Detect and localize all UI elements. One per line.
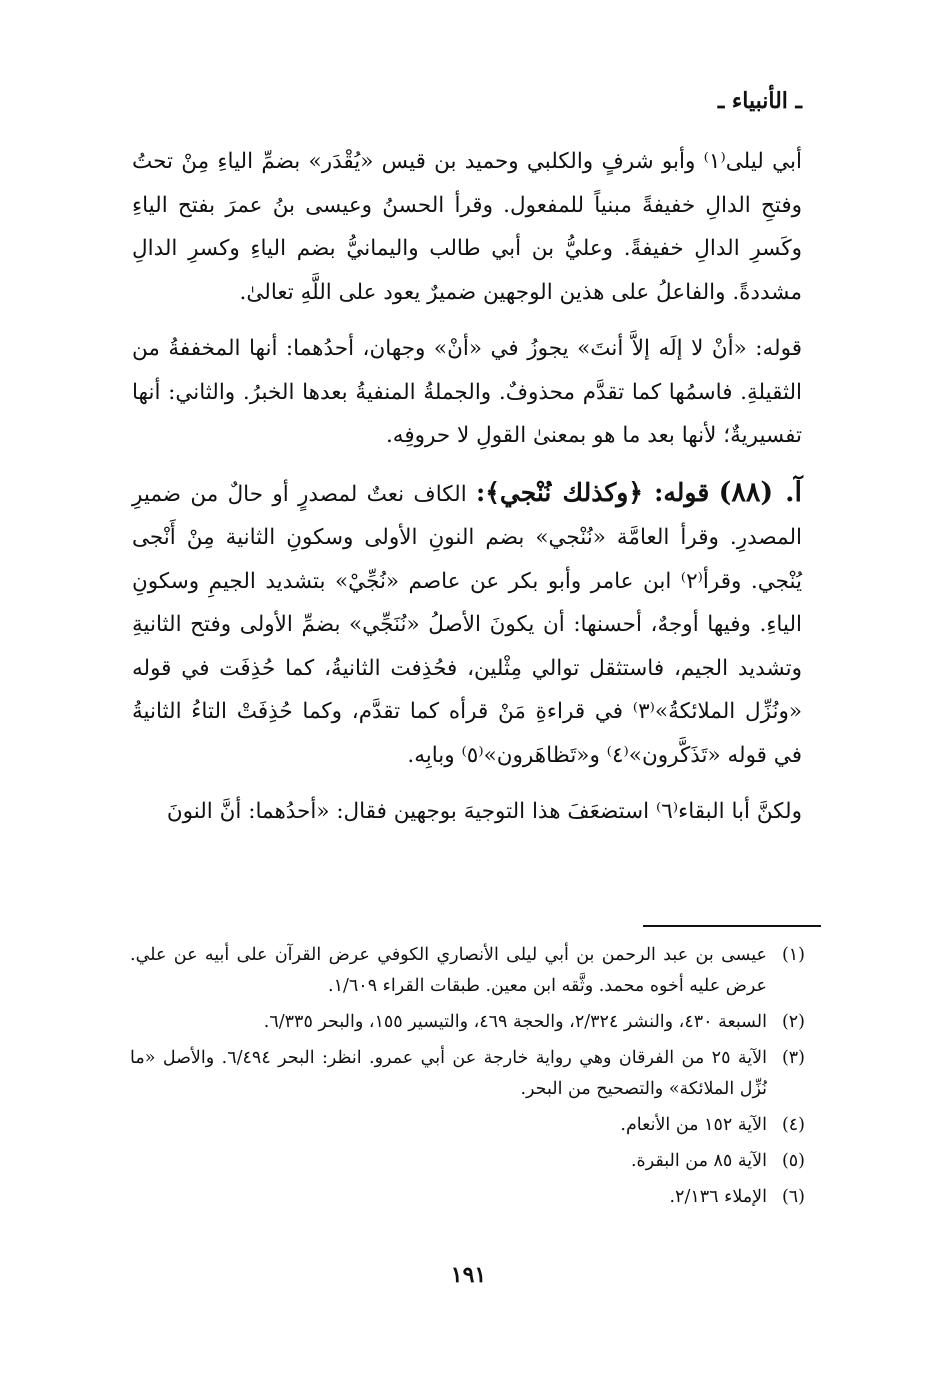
section-text: الكاف نعتٌ لمصدرٍ أو حالٌ من ضميرِ المصدرِ. وقرأ العامَّة «نُنْجي» بضم النونِ الأولى وسكونِ الثانية مِنْ أَنْجى يُنْجي. وقرأ⁽٢⁾ ابن عامر وأبو بكر عن عاصم «نُجِّيْ» بتشديد الجيمِ وسكونِ الياءِ. وفيها أوجهٌ، أحسنها: أن يكونَ الأصلُ «نُنَجِّي» بضمِّ الأولى وفتح الثانيةِ وتشديد الجيم، فاستثقل توالي مِثْلين، فحُذِفت الثانيةُ، كما حُذِفَت في قوله «ونُزِّل الملائكةُ»⁽٣⁾ في قراءةِ مَنْ قرأه كما تقدَّم، وكما حُذِفَتْ التاءُ الثانيةُ في قوله «تَذَكَّرون»⁽٤⁾ و«تَظاهَرون»⁽٥⁾ وبابِه.	[132, 481, 802, 768]
verse-heading: قوله: ﴿وكذلك نُنْجي﴾:	[476, 477, 710, 507]
footnote-text: الآية ٢٥ من الفرقان وهي رواية خارجة عن أبي عمرو. انظر: البحر ٦/٤٩٤. والأصل «ما نُزِّل الملائكة» والتصحيح من البحر.	[130, 1048, 767, 1099]
footnote-number: (٦)	[781, 1187, 805, 1207]
footnotes	[130, 940, 805, 1218]
paragraph-last: ولكنَّ أبا البقاء⁽٦⁾ استضعَفَ هذا التوجيهَ بوجهين فقال: «أحدُهما: أنَّ النونَ	[166, 799, 802, 824]
paragraph-2: قوله: «أنْ لا إلَه إلاَّ أنتَ» يجوزُ في «أنْ» وجهان، أحدُهما: أنها المخففةُ من الثقيلةِ. فاسمُها كما تقدَّم محذوفٌ. والجملةُ المنفيةُ بعدها الخبرُ. والثاني: أنها تفسيريةٌ؛ لأنها بعد ما هو بمعنىٰ القولِ لا حروفِه.	[132, 336, 802, 448]
verse-number: آ. (٨٨)	[718, 476, 802, 508]
footnote-2	[130, 1007, 805, 1038]
footnote-text: الآية ١٥٢ من الأنعام.	[620, 1115, 767, 1135]
paragraph-1: أبي ليلى⁽١⁾ وأبو شرفٍ والكلبي وحميد بن قيس «يُقْدَر» بضمِّ الياءِ مِنْ تحتُ وفتحِ الدالِ خفيفةً مبنياً للمفعول. وقرأ الحسنُ وعيسى بنُ عمرَ بفتح الياءِ وكَسرِ الدالِ خفيفةً. وعليُّ بن أبي طالب واليمانيُّ بضم الياءِ وكسرِ الدالِ مشددةً. والفاعلُ على هذين الوجهين ضميرٌ يعود على اللَّهِ تعالىٰ.	[132, 149, 802, 305]
footnote-number: (٥)	[781, 1151, 805, 1171]
footnote-5	[130, 1146, 805, 1177]
footnote-number: (١)	[781, 945, 805, 965]
footnote-text: عيسى بن عبد الرحمن بن أبي ليلى الأنصاري الكوفي عرض القرآن على أبيه عن علي. عرض عليه أخوه محمد. وثَّقه ابن معين. طبقات القراء ١/٦٠٩.	[130, 945, 767, 996]
footnote-6	[130, 1182, 805, 1213]
footnote-text: الإملاء ٢/١٣٦.	[669, 1187, 767, 1207]
footnote-1	[130, 940, 805, 1002]
footnote-3	[130, 1043, 805, 1105]
footnote-text: السبعة ٤٣٠، والنشر ٢/٣٢٤، والحجة ٤٦٩، والتيسير ١٥٥، والبحر ٦/٣٣٥.	[263, 1012, 767, 1032]
main-text	[132, 140, 802, 847]
footnote-divider	[643, 925, 821, 927]
footnote-number: (٢)	[781, 1012, 805, 1032]
footnote-text: الآية ٨٥ من البقرة.	[630, 1151, 767, 1171]
running-head: ـ الأنبياء ـ	[717, 88, 802, 114]
footnote-number: (٤)	[781, 1115, 805, 1135]
section-88	[132, 471, 802, 778]
footnote-number: (٣)	[781, 1048, 805, 1068]
page-number: ١٩١	[450, 1262, 487, 1288]
footnote-4	[130, 1110, 805, 1141]
